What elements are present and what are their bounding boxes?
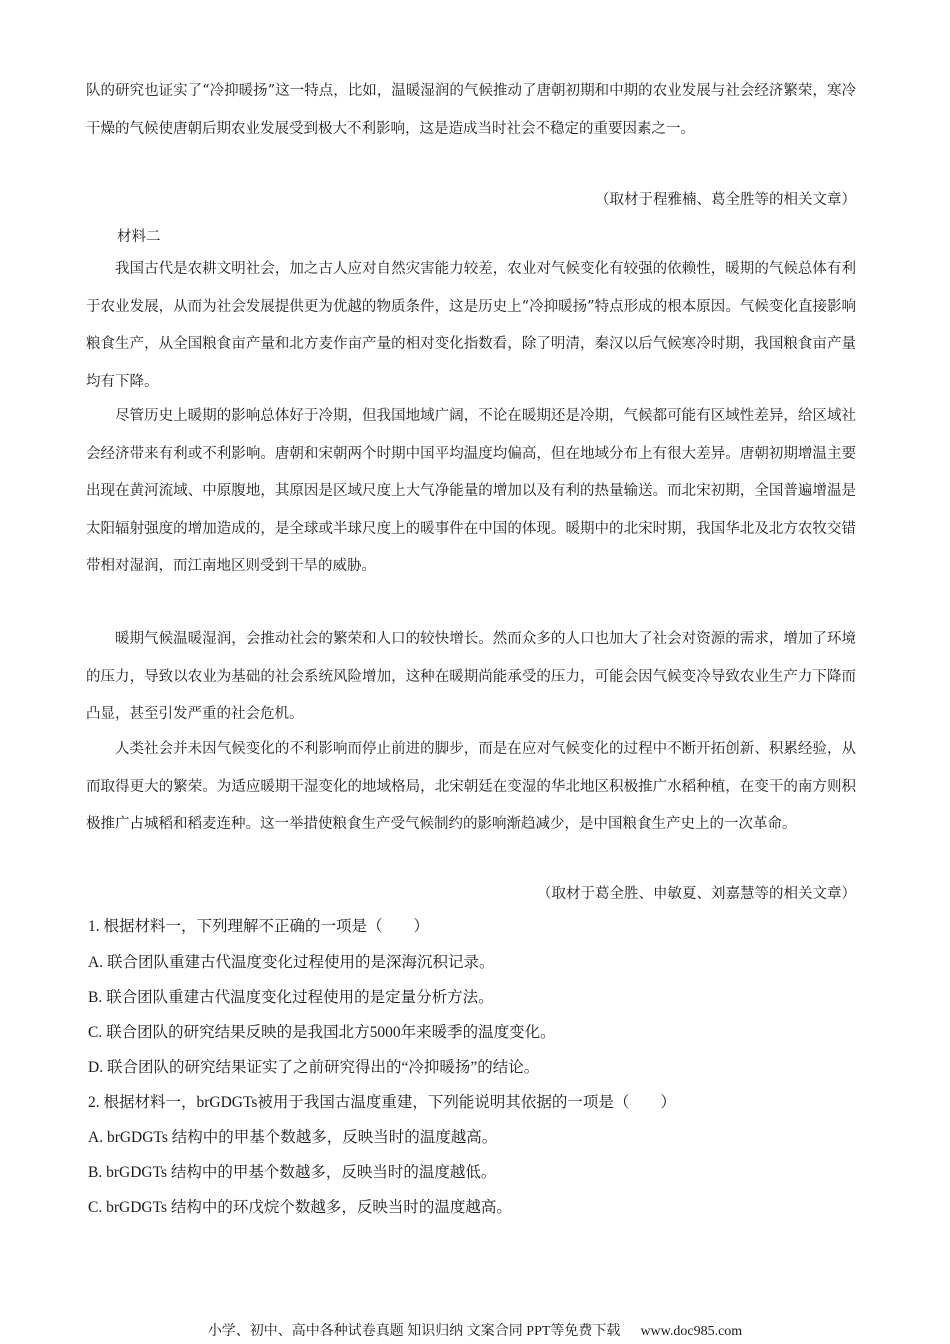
- footer-text: 小学、初中、高中各种试卷真题 知识归纳 文案合同 PPT等免费下载: [207, 1324, 621, 1339]
- question-1-stem: 1. 根据材料一，下列理解不正确的一项是（ ）: [88, 918, 430, 935]
- source-citation-2: （取材于葛全胜、申敏夏、刘嘉慧等的相关文章）: [537, 886, 856, 902]
- footer-url[interactable]: www.doc985.com: [640, 1324, 743, 1339]
- material2-paragraph-1: 我国古代是农耕文明社会，加之古人应对自然灾害能力较差，农业对气候变化有较强的依赖性，暖期的气候总体有利于农业发展，从而为社会发展提供更为优越的物质条件，这是历史上“冷抑暖扬”特点形成的根本原因。气候变化直接影响粮食生产，从全国粮食亩产量和北方麦作亩产量的相对变化指数看，除了明清，秦汉以后气候寒冷时期，我国粮食亩产量均有下降。: [86, 261, 856, 390]
- material2-paragraph-4: 人类社会并未因气候变化的不利影响而停止前进的脚步，而是在应对气候变化的过程中不断开拓创新、积累经验，从而取得更大的繁荣。为适应暖期干湿变化的地域格局，北宋朝廷在变湿的华北地区积极推广水稻种植，在变干的南方则积极推广占城稻和稻麦连种。这一举措使粮食生产受气候制约的影响渐趋减少，是中国粮食生产史上的一次革命。: [86, 741, 856, 832]
- question-2-option-c: C. brGDGTs 结构中的环戊烷个数越多，反映当时的温度越高。: [88, 1199, 512, 1216]
- question-1-option-a: A. 联合团队重建古代温度变化过程使用的是深海沉积记录。: [88, 954, 495, 971]
- question-1-option-b: B. 联合团队重建古代温度变化过程使用的是定量分析方法。: [88, 989, 494, 1006]
- question-2-stem: 2. 根据材料一，brGDGTs被用于我国古温度重建，下列能说明其依据的一项是（ ）: [88, 1094, 676, 1111]
- material2-heading: 材料二: [117, 229, 161, 245]
- page-footer: [0, 1322, 950, 1342]
- material2-paragraph-3: 暖期气候温暖湿润，会推动社会的繁荣和人口的较快增长。然而众多的人口也加大了社会对资源的需求，增加了环境的压力，导致以农业为基础的社会系统风险增加，这种在暖期尚能承受的压力，可能会因气候变冷导致农业生产力下降而凸显，甚至引发严重的社会危机。: [86, 631, 856, 722]
- question-1-option-c: C. 联合团队的研究结果反映的是我国北方5000年来暖季的温度变化。: [88, 1024, 556, 1041]
- question-2-option-a: A. brGDGTs 结构中的甲基个数越多，反映当时的温度越高。: [88, 1129, 498, 1146]
- material1-tail-paragraph: 队的研究也证实了“冷抑暖扬”这一特点，比如，温暖湿润的气候推动了唐朝初期和中期的农业发展与社会经济繁荣，寒冷干燥的气候使唐朝后期农业发展受到极大不利影响，这是造成当时社会不稳定的重要因素之一。: [86, 83, 856, 137]
- question-1-option-d: D. 联合团队的研究结果证实了之前研究得出的“冷抑暖扬”的结论。: [88, 1059, 540, 1076]
- source-citation-1: （取材于程雅楠、葛全胜等的相关文章）: [595, 192, 856, 208]
- question-2-option-b: B. brGDGTs 结构中的甲基个数越多，反映当时的温度越低。: [88, 1164, 497, 1181]
- material2-paragraph-2: 尽管历史上暖期的影响总体好于冷期，但我国地域广阔，不论在暖期还是冷期，气候都可能有区域性差异，给区域社会经济带来有利或不利影响。唐朝和宋朝两个时期中国平均温度均偏高，但在地域分布上有很大差异。唐朝初期增温主要出现在黄河流域、中原腹地，其原因是区域尺度上大气净能量的增加以及有利的热量输送。而北宋初期，全国普遍增温是太阳辐射强度的增加造成的，是全球或半球尺度上的暖事件在中国的体现。暖期中的北宋时期，我国华北及北方农牧交错带相对湿润，而江南地区则受到干旱的威胁。: [86, 408, 856, 574]
